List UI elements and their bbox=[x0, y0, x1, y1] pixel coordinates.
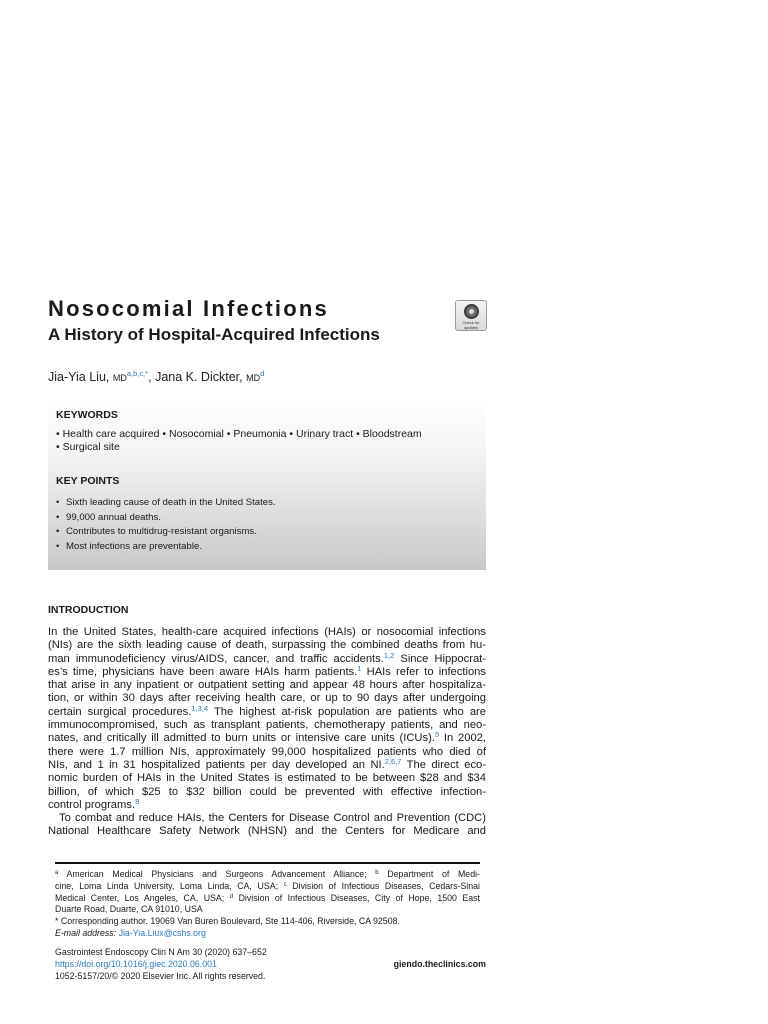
body-line: control programs.$^8$ bbox=[48, 798, 140, 811]
email-line: E-mail address: Jia-Yia.Liux@cshs.org bbox=[55, 927, 206, 938]
body-line: immunocompromised, such as transplant patients, chemotherapy patients, and neo- bbox=[48, 719, 486, 732]
citation-link[interactable]: 1,2 bbox=[383, 652, 395, 660]
crossmark-icon bbox=[464, 304, 479, 319]
key-point-item: • Contributes to multidrug-resistant organisms. bbox=[56, 525, 481, 540]
introduction-body bbox=[48, 626, 486, 839]
key-point-item: • 99,000 annual deaths. bbox=[56, 511, 481, 526]
citation-link[interactable]: 2,6,7 bbox=[384, 758, 402, 766]
journal-site-link[interactable]: giendo.theclinics.com bbox=[393, 959, 486, 969]
author-degree: MD bbox=[112, 373, 127, 383]
footnote-divider bbox=[55, 862, 480, 864]
citation-link[interactable]: 8 bbox=[135, 798, 140, 806]
journal-citation: Gastrointest Endoscopy Clin N Am 30 (2020) 637–652 bbox=[55, 947, 267, 957]
body-line: certain surgical procedures.$^{1,3,4}$ The highest at-risk population are patients who are bbox=[48, 705, 486, 718]
key-point-item: • Most infections are preventable. bbox=[56, 540, 481, 555]
check-for-updates-button[interactable] bbox=[455, 300, 487, 331]
body-line: es’s time, physicians have been aware HAIs harm patients.$^1$ HAIs refer to infections bbox=[48, 665, 486, 678]
keywords-list bbox=[56, 428, 481, 454]
body-line: nates, and critically ill admitted to burn units or intensive care units (ICUs).$^5$ In 2002, bbox=[48, 732, 486, 745]
introduction-heading: INTRODUCTION bbox=[48, 604, 129, 616]
author-degree: MD bbox=[246, 373, 261, 383]
key-points-list bbox=[56, 496, 481, 555]
affiliation-link[interactable]: d bbox=[260, 369, 265, 378]
body-line: tion, or within 30 days after receiving health care, or up to 90 days after undergoing bbox=[48, 692, 486, 705]
key-point-item: • Sixth leading cause of death in the United States. bbox=[56, 496, 481, 511]
footnotes bbox=[55, 869, 480, 940]
copyright: 1052-5157/20/© 2020 Elsevier Inc. All rights reserved. bbox=[55, 970, 266, 981]
footnote-line: $^a$ American Medical Physicians and Surgeons Advancement Alliance; $^b$ Department of Medi- bbox=[55, 869, 480, 879]
doi-link[interactable]: https://doi.org/10.1016/j.giec.2020.06.001 bbox=[55, 958, 217, 969]
journal-info bbox=[55, 947, 267, 982]
author-separator: , bbox=[148, 370, 156, 384]
author-name: Jana K. Dickter, bbox=[155, 370, 247, 384]
keywords-box bbox=[48, 400, 486, 570]
body-line: man immunodeficiency virus/AIDS, cancer, and traffic accidents.$^{1,2}$ Since Hippocrat- bbox=[48, 652, 486, 665]
citation-link[interactable]: 1 bbox=[357, 665, 362, 673]
body-line: To combat and reduce HAIs, the Centers for Disease Control and Prevention (CDC) bbox=[59, 812, 486, 825]
corresponding-author: * Corresponding author. 19069 Van Buren Boulevard, Ste 114-406, Riverside, CA 92508. bbox=[55, 916, 400, 927]
keywords-line: • Surgical site bbox=[56, 441, 120, 453]
article-subtitle: A History of Hospital-Acquired Infections bbox=[48, 325, 380, 344]
body-line: National Healthcare Safety Network (NHSN) and the Centers for Medicare and bbox=[48, 825, 486, 838]
citation-link[interactable]: 5 bbox=[434, 732, 440, 740]
body-line: there were 1.7 million NIs, approximately 99,000 hospitalized patients who died of bbox=[48, 745, 486, 758]
body-line: nomic burden of HAIs in the United States is estimated to be between $28 and $34 bbox=[48, 772, 486, 785]
check-badge-label: Check for updates bbox=[462, 320, 480, 330]
footnote-line: Duarte Road, Duarte, CA 91010, USA bbox=[55, 904, 203, 915]
body-line: that arise in any inpatient or outpatient setting and appear 48 hours after hospitaliza- bbox=[48, 679, 486, 692]
keywords-line: • Health care acquired • Nosocomial • Pneumonia • Urinary tract • Bloodstream bbox=[56, 428, 422, 440]
author-name: Jia-Yia Liu, bbox=[48, 370, 113, 384]
author-list bbox=[48, 370, 264, 384]
body-line: (NIs) are the sixth leading cause of death, surpassing the combined deaths from hu- bbox=[48, 639, 486, 652]
body-line: In the United States, health-care acquired infections (HAIs) or nosocomial infections bbox=[48, 626, 486, 638]
email-link[interactable]: Jia-Yia.Liux@cshs.org bbox=[118, 927, 206, 938]
key-points-heading: KEY POINTS bbox=[56, 475, 120, 487]
citation-link[interactable]: 1,3,4 bbox=[191, 705, 209, 713]
footnote-line: Medical Center, Los Angeles, CA, USA; $^d$ Division of Infectious Diseases, City of Hope, 1500 East bbox=[55, 892, 480, 903]
keywords-heading: KEYWORDS bbox=[56, 409, 118, 421]
body-line: NIs, and 1 in 31 hospitalized patients per day developed an NI.$^{2,6,7}$ The direct eco- bbox=[48, 758, 486, 771]
affiliation-link[interactable]: a,b,c,* bbox=[126, 369, 149, 378]
footnote-line: cine, Loma Linda University, Loma Linda, CA, USA; $^c$ Division of Infectious Diseases, Cedars-Sinai bbox=[55, 880, 480, 891]
body-line: billion, of which $25 to $32 billion could be prevented with effective infection- bbox=[48, 785, 486, 798]
article-title: Nosocomial Infections bbox=[48, 296, 329, 321]
